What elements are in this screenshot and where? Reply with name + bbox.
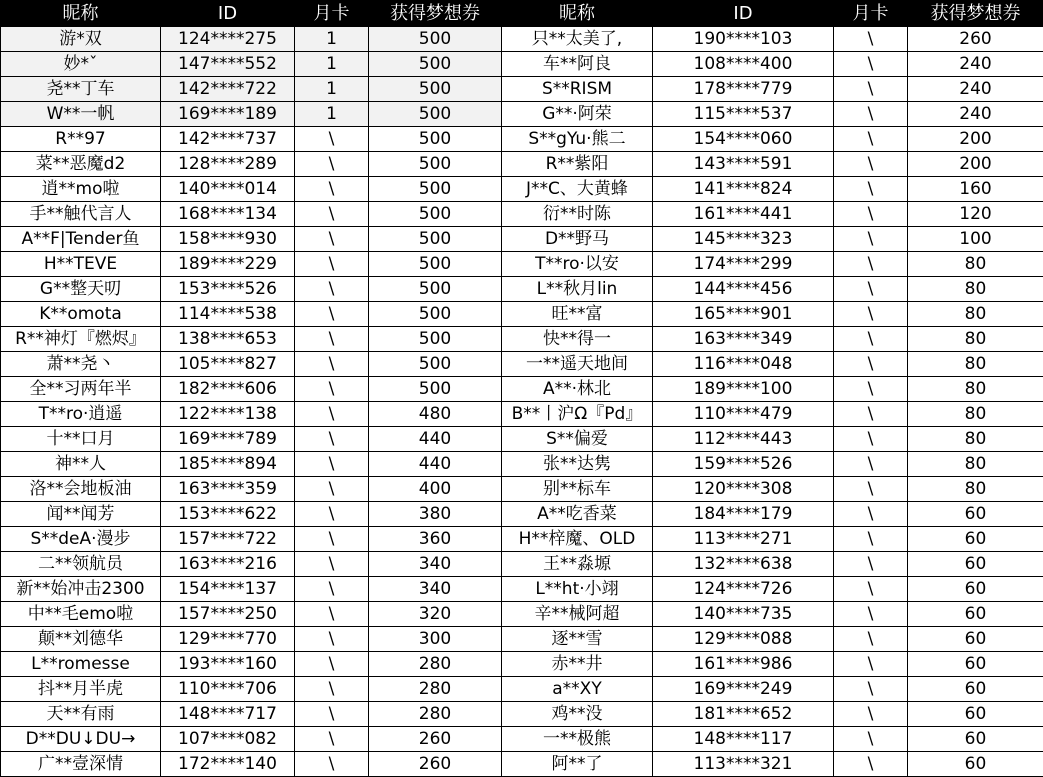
- id-cell: 165****901: [653, 302, 834, 327]
- monthly-card-cell: \: [295, 352, 369, 377]
- nickname-cell: D**野马: [502, 227, 653, 252]
- monthly-card-cell: \: [295, 177, 369, 202]
- table-row: [1, 627, 1043, 652]
- nickname-cell: 妙*ˇ: [1, 52, 161, 77]
- dream-ticket-cell: 80: [908, 327, 1043, 352]
- dream-ticket-cell: 80: [908, 427, 1043, 452]
- table-row: [1, 502, 1043, 527]
- monthly-card-cell: \: [834, 527, 908, 552]
- monthly-card-cell: \: [834, 202, 908, 227]
- nickname-cell: K**omota: [1, 302, 161, 327]
- table-row: [1, 252, 1043, 277]
- table-row: [1, 77, 1043, 102]
- nickname-cell: 鸡**没: [502, 702, 653, 727]
- monthly-card-cell: \: [834, 327, 908, 352]
- monthly-card-header-right: 月卡: [834, 1, 908, 27]
- id-cell: 113****321: [653, 752, 834, 777]
- id-cell: 190****103: [653, 27, 834, 52]
- monthly-card-cell: \: [834, 352, 908, 377]
- nickname-cell: 张**达隽: [502, 452, 653, 477]
- nickname-cell: 一**极熊: [502, 727, 653, 752]
- id-header-right: ID: [653, 1, 834, 27]
- dream-ticket-cell: 60: [908, 727, 1043, 752]
- nickname-cell: 逐**雪: [502, 627, 653, 652]
- nickname-cell: a**XY: [502, 677, 653, 702]
- monthly-card-cell: \: [295, 602, 369, 627]
- nickname-cell: 洛**会地板油: [1, 477, 161, 502]
- nickname-cell: H**梓魔、OLD: [502, 527, 653, 552]
- id-cell: 154****137: [161, 577, 295, 602]
- dream-ticket-cell: 120: [908, 202, 1043, 227]
- nickname-cell: 手**触代言人: [1, 202, 161, 227]
- dream-ticket-cell: 60: [908, 702, 1043, 727]
- table-row: [1, 452, 1043, 477]
- nickname-cell: 辛**械阿超: [502, 602, 653, 627]
- table-body: [1, 27, 1043, 777]
- dream-ticket-cell: 260: [908, 27, 1043, 52]
- table-row: [1, 577, 1043, 602]
- id-cell: 142****737: [161, 127, 295, 152]
- monthly-card-cell: \: [834, 377, 908, 402]
- nickname-cell: 天**有雨: [1, 702, 161, 727]
- id-cell: 181****652: [653, 702, 834, 727]
- monthly-card-cell: \: [295, 627, 369, 652]
- table-row: [1, 27, 1043, 52]
- id-cell: 116****048: [653, 352, 834, 377]
- monthly-card-cell: \: [295, 377, 369, 402]
- monthly-card-cell: \: [295, 277, 369, 302]
- dream-ticket-cell: 500: [369, 202, 502, 227]
- nickname-cell: 新**始冲击2300: [1, 577, 161, 602]
- monthly-card-cell: \: [834, 602, 908, 627]
- table-row: [1, 127, 1043, 152]
- monthly-card-cell: \: [295, 452, 369, 477]
- id-cell: 112****443: [653, 427, 834, 452]
- id-cell: 124****726: [653, 577, 834, 602]
- nickname-cell: S**RISM: [502, 77, 653, 102]
- id-cell: 163****349: [653, 327, 834, 352]
- dream-ticket-header-right: 获得梦想券: [908, 1, 1043, 27]
- id-cell: 128****289: [161, 152, 295, 177]
- dream-ticket-cell: 80: [908, 377, 1043, 402]
- nickname-cell: 抖**月半虎: [1, 677, 161, 702]
- id-cell: 143****591: [653, 152, 834, 177]
- monthly-card-cell: 1: [295, 27, 369, 52]
- dream-ticket-cell: 280: [369, 702, 502, 727]
- monthly-card-cell: \: [295, 727, 369, 752]
- dream-ticket-cell: 500: [369, 352, 502, 377]
- monthly-card-cell: \: [834, 102, 908, 127]
- id-cell: 115****537: [653, 102, 834, 127]
- monthly-card-cell: \: [834, 502, 908, 527]
- table-row: [1, 402, 1043, 427]
- id-cell: 120****308: [653, 477, 834, 502]
- table-row: [1, 752, 1043, 777]
- id-cell: 148****717: [161, 702, 295, 727]
- id-cell: 189****229: [161, 252, 295, 277]
- nickname-cell: 颠**刘德华: [1, 627, 161, 652]
- header-row: [1, 1, 1043, 27]
- monthly-card-cell: \: [295, 302, 369, 327]
- nickname-cell: R**神灯『燃烬』: [1, 327, 161, 352]
- dream-ticket-cell: 80: [908, 402, 1043, 427]
- nickname-cell: 衍**时陈: [502, 202, 653, 227]
- monthly-card-cell: \: [834, 427, 908, 452]
- nickname-cell: 别**标车: [502, 477, 653, 502]
- monthly-card-header-left: 月卡: [295, 1, 369, 27]
- monthly-card-cell: \: [295, 127, 369, 152]
- monthly-card-cell: \: [295, 702, 369, 727]
- id-cell: 140****735: [653, 602, 834, 627]
- nickname-cell: 中**毛emo啦: [1, 602, 161, 627]
- nickname-cell: 二**领航员: [1, 552, 161, 577]
- nickname-cell: S**偏爱: [502, 427, 653, 452]
- monthly-card-cell: \: [295, 652, 369, 677]
- monthly-card-cell: \: [295, 227, 369, 252]
- monthly-card-cell: \: [834, 252, 908, 277]
- monthly-card-cell: 1: [295, 102, 369, 127]
- id-cell: 158****930: [161, 227, 295, 252]
- id-cell: 157****250: [161, 602, 295, 627]
- id-cell: 147****552: [161, 52, 295, 77]
- dream-ticket-cell: 500: [369, 327, 502, 352]
- id-cell: 153****526: [161, 277, 295, 302]
- dream-ticket-cell: 340: [369, 552, 502, 577]
- dream-ticket-cell: 280: [369, 677, 502, 702]
- id-cell: 168****134: [161, 202, 295, 227]
- id-cell: 110****479: [653, 402, 834, 427]
- monthly-card-cell: \: [295, 427, 369, 452]
- id-cell: 141****824: [653, 177, 834, 202]
- monthly-card-cell: \: [834, 127, 908, 152]
- id-header-left: ID: [161, 1, 295, 27]
- monthly-card-cell: \: [295, 527, 369, 552]
- dream-ticket-cell: 500: [369, 277, 502, 302]
- dream-ticket-cell: 80: [908, 277, 1043, 302]
- nickname-cell: T**ro·以安: [502, 252, 653, 277]
- nickname-cell: G**·阿荣: [502, 102, 653, 127]
- dream-ticket-cell: 300: [369, 627, 502, 652]
- nickname-cell: D**DU↓DU→: [1, 727, 161, 752]
- dream-ticket-cell: 480: [369, 402, 502, 427]
- nickname-cell: 一**遥天地间: [502, 352, 653, 377]
- id-cell: 105****827: [161, 352, 295, 377]
- dream-ticket-cell: 160: [908, 177, 1043, 202]
- dream-ticket-cell: 280: [369, 652, 502, 677]
- dream-ticket-cell: 240: [908, 102, 1043, 127]
- monthly-card-cell: \: [295, 252, 369, 277]
- nickname-cell: L**romesse: [1, 652, 161, 677]
- nickname-cell: S**deA·漫步: [1, 527, 161, 552]
- id-cell: 114****538: [161, 302, 295, 327]
- nickname-cell: 全**习两年半: [1, 377, 161, 402]
- id-cell: 113****271: [653, 527, 834, 552]
- table-row: [1, 352, 1043, 377]
- dream-ticket-cell: 500: [369, 252, 502, 277]
- dream-ticket-cell: 60: [908, 652, 1043, 677]
- dream-ticket-cell: 260: [369, 752, 502, 777]
- id-cell: 148****117: [653, 727, 834, 752]
- table-row: [1, 227, 1043, 252]
- table-row: [1, 652, 1043, 677]
- dream-ticket-cell: 340: [369, 577, 502, 602]
- nickname-cell: L**ht·小翊: [502, 577, 653, 602]
- table-row: [1, 327, 1043, 352]
- nickname-header-right: 昵称: [502, 1, 653, 27]
- dream-ticket-cell: 60: [908, 577, 1043, 602]
- table-row: [1, 177, 1043, 202]
- table-row: [1, 602, 1043, 627]
- monthly-card-cell: 1: [295, 77, 369, 102]
- nickname-cell: 萧**尧丶: [1, 352, 161, 377]
- nickname-cell: A**F|Tender鱼: [1, 227, 161, 252]
- nickname-cell: A**·林北: [502, 377, 653, 402]
- monthly-card-cell: \: [295, 552, 369, 577]
- nickname-cell: 尧**丁车: [1, 77, 161, 102]
- id-cell: 174****299: [653, 252, 834, 277]
- dream-ticket-cell: 240: [908, 77, 1043, 102]
- dream-ticket-cell: 500: [369, 302, 502, 327]
- nickname-cell: 只**太美了,: [502, 27, 653, 52]
- monthly-card-cell: \: [834, 402, 908, 427]
- nickname-header-left: 昵称: [1, 1, 161, 27]
- id-cell: 169****249: [653, 677, 834, 702]
- table-row: [1, 552, 1043, 577]
- id-cell: 154****060: [653, 127, 834, 152]
- dream-ticket-cell: 500: [369, 127, 502, 152]
- dream-ticket-cell: 260: [369, 727, 502, 752]
- monthly-card-cell: \: [295, 577, 369, 602]
- nickname-cell: B**丨沪Ω『Pd』: [502, 402, 653, 427]
- id-cell: 153****622: [161, 502, 295, 527]
- monthly-card-cell: \: [834, 552, 908, 577]
- nickname-cell: 菜**恶魔d2: [1, 152, 161, 177]
- dream-ticket-cell: 60: [908, 527, 1043, 552]
- dream-ticket-cell: 500: [369, 102, 502, 127]
- id-cell: 159****526: [653, 452, 834, 477]
- monthly-card-cell: \: [295, 327, 369, 352]
- monthly-card-cell: \: [295, 752, 369, 777]
- nickname-cell: 十**口月: [1, 427, 161, 452]
- dream-ticket-cell: 60: [908, 502, 1043, 527]
- id-cell: 178****779: [653, 77, 834, 102]
- dream-ticket-cell: 500: [369, 27, 502, 52]
- monthly-card-cell: 1: [295, 52, 369, 77]
- table-row: [1, 727, 1043, 752]
- dream-ticket-cell: 440: [369, 427, 502, 452]
- monthly-card-cell: \: [834, 302, 908, 327]
- table-row: [1, 677, 1043, 702]
- monthly-card-cell: \: [295, 152, 369, 177]
- nickname-cell: 王**淼塬: [502, 552, 653, 577]
- dream-ticket-cell: 100: [908, 227, 1043, 252]
- monthly-card-cell: \: [834, 452, 908, 477]
- dream-ticket-header-left: 获得梦想券: [369, 1, 502, 27]
- monthly-card-cell: \: [834, 652, 908, 677]
- monthly-card-cell: \: [834, 727, 908, 752]
- monthly-card-cell: \: [834, 77, 908, 102]
- id-cell: 185****894: [161, 452, 295, 477]
- table-row: [1, 427, 1043, 452]
- id-cell: 189****100: [653, 377, 834, 402]
- monthly-card-cell: \: [834, 27, 908, 52]
- table-row: [1, 52, 1043, 77]
- nickname-cell: W**一帆: [1, 102, 161, 127]
- nickname-cell: A**吃香菜: [502, 502, 653, 527]
- table-row: [1, 302, 1043, 327]
- id-cell: 129****770: [161, 627, 295, 652]
- nickname-cell: S**gYu·熊二: [502, 127, 653, 152]
- monthly-card-cell: \: [834, 477, 908, 502]
- dream-ticket-cell: 60: [908, 752, 1043, 777]
- nickname-cell: 神**人: [1, 452, 161, 477]
- table-row: [1, 152, 1043, 177]
- id-cell: 124****275: [161, 27, 295, 52]
- id-cell: 163****216: [161, 552, 295, 577]
- nickname-cell: 闻**闻芳: [1, 502, 161, 527]
- monthly-card-cell: \: [295, 477, 369, 502]
- dream-ticket-cell: 400: [369, 477, 502, 502]
- dream-ticket-cell: 60: [908, 677, 1043, 702]
- id-cell: 144****456: [653, 277, 834, 302]
- id-cell: 129****088: [653, 627, 834, 652]
- dream-ticket-cell: 500: [369, 177, 502, 202]
- id-cell: 110****706: [161, 677, 295, 702]
- table-row: [1, 702, 1043, 727]
- monthly-card-cell: \: [834, 627, 908, 652]
- table-row: [1, 202, 1043, 227]
- id-cell: 107****082: [161, 727, 295, 752]
- nickname-cell: 快**得一: [502, 327, 653, 352]
- dream-ticket-cell: 500: [369, 52, 502, 77]
- nickname-cell: T**ro·逍遥: [1, 402, 161, 427]
- id-cell: 140****014: [161, 177, 295, 202]
- dream-ticket-cell: 200: [908, 152, 1043, 177]
- id-cell: 138****653: [161, 327, 295, 352]
- nickname-cell: 赤**井: [502, 652, 653, 677]
- id-cell: 161****441: [653, 202, 834, 227]
- dream-ticket-cell: 360: [369, 527, 502, 552]
- table-row: [1, 102, 1043, 127]
- nickname-cell: 旺**富: [502, 302, 653, 327]
- table-row: [1, 477, 1043, 502]
- dream-ticket-cell: 380: [369, 502, 502, 527]
- nickname-cell: 车**阿良: [502, 52, 653, 77]
- id-cell: 145****323: [653, 227, 834, 252]
- table-row: [1, 277, 1043, 302]
- nickname-cell: R**97: [1, 127, 161, 152]
- dream-ticket-cell: 60: [908, 627, 1043, 652]
- monthly-card-cell: \: [295, 502, 369, 527]
- dream-ticket-cell: 80: [908, 302, 1043, 327]
- id-cell: 157****722: [161, 527, 295, 552]
- id-cell: 193****160: [161, 652, 295, 677]
- dream-ticket-cell: 60: [908, 552, 1043, 577]
- dream-ticket-cell: 440: [369, 452, 502, 477]
- monthly-card-cell: \: [295, 402, 369, 427]
- id-cell: 172****140: [161, 752, 295, 777]
- monthly-card-cell: \: [834, 177, 908, 202]
- nickname-cell: H**TEVE: [1, 252, 161, 277]
- monthly-card-cell: \: [834, 227, 908, 252]
- dream-ticket-cell: 320: [369, 602, 502, 627]
- dream-ticket-cell: 80: [908, 452, 1043, 477]
- dream-ticket-cell: 500: [369, 227, 502, 252]
- nickname-cell: L**秋月lin: [502, 277, 653, 302]
- nickname-cell: 游*双: [1, 27, 161, 52]
- dream-ticket-cell: 500: [369, 152, 502, 177]
- monthly-card-cell: \: [295, 202, 369, 227]
- monthly-card-cell: \: [834, 52, 908, 77]
- id-cell: 132****638: [653, 552, 834, 577]
- table-row: [1, 527, 1043, 552]
- dream-ticket-cell: 240: [908, 52, 1043, 77]
- id-cell: 182****606: [161, 377, 295, 402]
- monthly-card-cell: \: [834, 152, 908, 177]
- dream-ticket-cell: 60: [908, 602, 1043, 627]
- dream-ticket-cell: 80: [908, 252, 1043, 277]
- dream-ticket-cell: 80: [908, 352, 1043, 377]
- id-cell: 142****722: [161, 77, 295, 102]
- id-cell: 169****789: [161, 427, 295, 452]
- id-cell: 108****400: [653, 52, 834, 77]
- id-cell: 184****179: [653, 502, 834, 527]
- nickname-cell: J**C、大黄蜂: [502, 177, 653, 202]
- dream-ticket-cell: 80: [908, 477, 1043, 502]
- monthly-card-cell: \: [834, 677, 908, 702]
- monthly-card-cell: \: [834, 702, 908, 727]
- table-row: [1, 377, 1043, 402]
- nickname-cell: 逍**mo啦: [1, 177, 161, 202]
- id-cell: 122****138: [161, 402, 295, 427]
- dream-ticket-cell: 500: [369, 77, 502, 102]
- id-cell: 163****359: [161, 477, 295, 502]
- nickname-cell: R**紫阳: [502, 152, 653, 177]
- monthly-card-cell: \: [834, 752, 908, 777]
- id-cell: 169****189: [161, 102, 295, 127]
- nickname-cell: 广**壹深情: [1, 752, 161, 777]
- nickname-cell: 阿**了: [502, 752, 653, 777]
- monthly-card-cell: \: [834, 277, 908, 302]
- nickname-cell: G**整天叨: [1, 277, 161, 302]
- dream-ticket-cell: 500: [369, 377, 502, 402]
- monthly-card-cell: \: [295, 677, 369, 702]
- dream-ticket-cell: 200: [908, 127, 1043, 152]
- id-cell: 161****986: [653, 652, 834, 677]
- monthly-card-cell: \: [834, 577, 908, 602]
